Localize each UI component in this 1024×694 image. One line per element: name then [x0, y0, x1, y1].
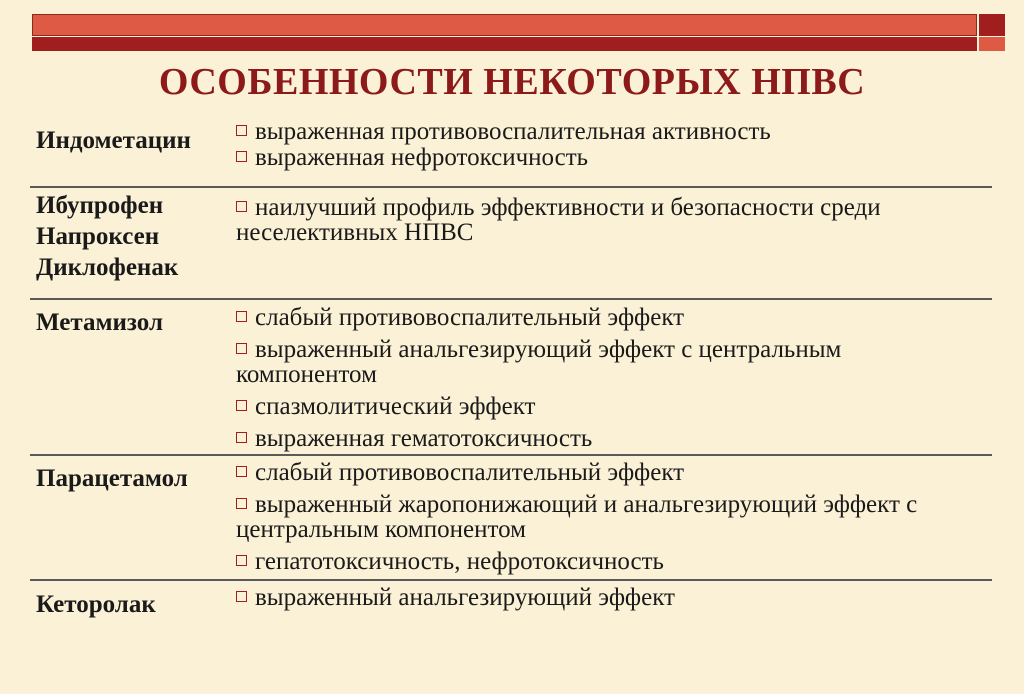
- drug-name: Диклофенак: [36, 254, 179, 281]
- drug-names: [36, 116, 236, 156]
- drug-name: Кеторолак: [36, 591, 156, 618]
- square-bullet-icon: [236, 591, 247, 602]
- square-bullet-icon: [236, 466, 247, 477]
- table-row: [30, 188, 992, 300]
- page-title: ОСОБЕННОСТИ НЕКОТОРЫХ НПВС: [158, 61, 866, 103]
- list-item: наилучший профиль эффективности и безопасности среди неселективных НПВС: [236, 194, 881, 246]
- list-item: слабый противовоспалительный эффект: [236, 305, 986, 330]
- drug-name: Парацетамол: [36, 465, 188, 492]
- square-bullet-icon: [236, 432, 247, 443]
- property-list: [236, 119, 986, 171]
- drug-name: Ибупрофен: [36, 192, 164, 219]
- list-item: выраженный жаропонижающий и анальгезирующий эффект с центральным компонентом: [236, 491, 918, 543]
- decor-bar-bottom: [32, 37, 977, 51]
- table-row: [30, 300, 992, 456]
- drug-name: Индометацин: [36, 127, 191, 154]
- property-list: [236, 585, 986, 617]
- drug-names: [36, 463, 236, 494]
- list-item: выраженная нефротоксичность: [236, 145, 986, 170]
- list-item: выраженная противовоспалительная активность: [236, 119, 986, 144]
- square-bullet-icon: [236, 400, 247, 411]
- drug-names: [36, 307, 236, 338]
- decor-bar-top: [32, 14, 977, 36]
- list-item: выраженная гематотоксичность: [236, 426, 986, 451]
- property-list: [236, 460, 986, 581]
- list-item: выраженный анальгезирующий эффект с центральным компонентом: [236, 336, 842, 388]
- square-bullet-icon: [236, 125, 247, 136]
- square-bullet-icon: [236, 555, 247, 566]
- table-row: [30, 116, 992, 188]
- list-item: гепатотоксичность, нефротоксичность: [236, 549, 986, 574]
- drug-name: Напроксен: [36, 223, 160, 250]
- list-item: спазмолитический эффект: [236, 394, 986, 419]
- square-bullet-icon: [236, 311, 247, 322]
- square-bullet-icon: [236, 151, 247, 162]
- drug-name: Метамизол: [36, 309, 163, 336]
- square-bullet-icon: [236, 343, 247, 354]
- square-bullet-icon: [236, 498, 247, 509]
- decor-square-top: [979, 14, 1005, 36]
- property-list: [236, 195, 986, 252]
- list-item: слабый противовоспалительный эффект: [236, 460, 986, 485]
- decor-square-bottom: [979, 37, 1005, 51]
- table-row: [30, 456, 992, 581]
- drug-names: [36, 190, 236, 283]
- square-bullet-icon: [236, 201, 247, 212]
- list-item: выраженный анальгезирующий эффект: [236, 585, 986, 610]
- drug-names: [36, 589, 236, 620]
- table-row: [30, 581, 992, 641]
- property-list: [236, 305, 986, 458]
